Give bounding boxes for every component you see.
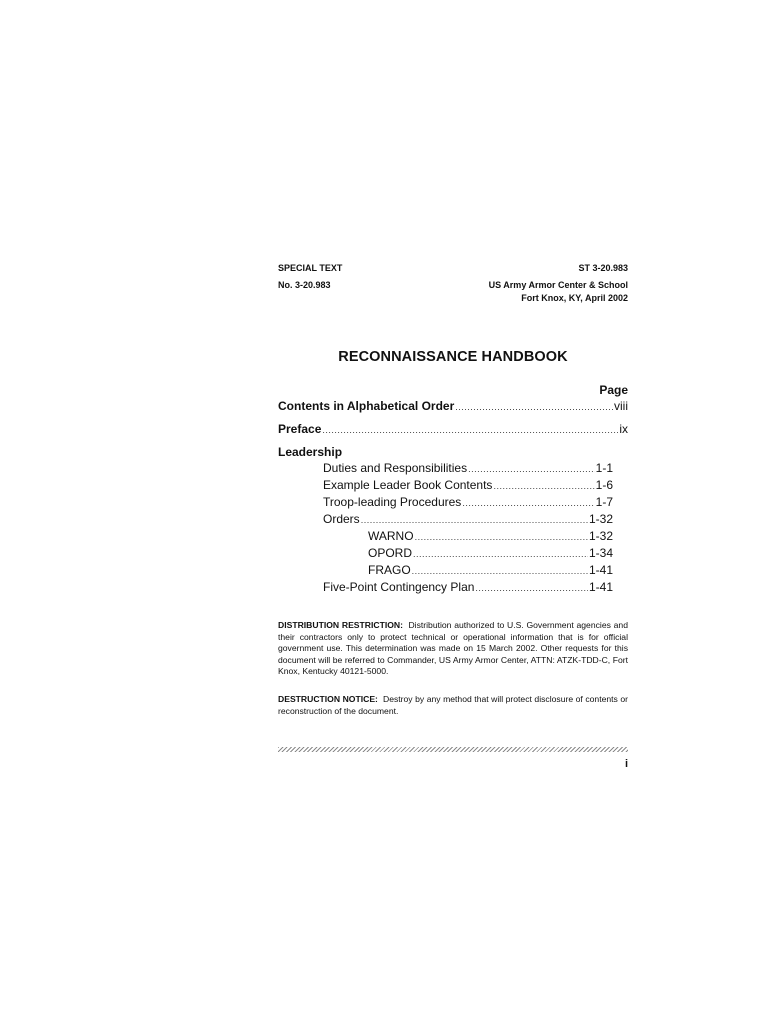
destruction-notice-text: Destroy by any method that will protect disclosure of contents or reconstruction of the document.	[278, 693, 628, 716]
distribution-restriction-label: DISTRIBUTION RESTRICTION:	[278, 620, 403, 630]
toc-leader-dots	[361, 512, 588, 528]
issuing-organization	[489, 279, 628, 305]
issuing-organization-name: US Army Armor Center & School	[488, 280, 628, 290]
toc-entry-label: Example Leader Book Contents	[323, 478, 493, 492]
toc-leader-dots	[412, 563, 588, 579]
toc-heading-leadership: Leadership	[278, 445, 343, 459]
document-number: No. 3-20.983	[278, 280, 331, 290]
page-number: i	[624, 758, 628, 771]
toc-entry-page: 1-34	[588, 546, 613, 560]
toc-leader-dots	[413, 546, 588, 562]
document-header	[278, 262, 628, 305]
toc-entry-label: Troop-leading Procedures	[323, 495, 462, 509]
header-row-1	[278, 262, 628, 275]
toc-leader-dots	[493, 478, 594, 494]
toc-entry-opord[interactable]	[278, 545, 613, 562]
toc-entry-contingency-plan[interactable]	[278, 579, 613, 596]
document-number-code: ST 3-20.983	[578, 263, 628, 273]
toc-entry-page: 1-6	[595, 478, 613, 492]
toc-entry-page: viii	[614, 399, 628, 413]
toc-leader-dots	[462, 495, 594, 511]
toc-entry-label: Preface	[278, 422, 322, 436]
toc-leader-dots	[455, 399, 613, 415]
toc-leader-dots	[468, 461, 595, 477]
toc-entry-page: 1-41	[588, 580, 613, 594]
toc-entry-page: 1-7	[595, 495, 613, 509]
toc-leader-dots	[322, 422, 618, 438]
toc-entry-label: Five-Point Contingency Plan	[323, 580, 475, 594]
distribution-restriction-text: Distribution authorized to U.S. Government agencies and their contractors only to protect technical or operational information that is for official government use. This determination was made on 15 March 2002. Other requests for this document will be referred to Commander, US Army Armor Center, ATTN: ATZK-TDD-C, Fort Knox, Kentucky 40121-5000.	[278, 620, 628, 677]
footer-hatched-rule	[278, 747, 628, 752]
toc-entry-page: 1-41	[588, 563, 613, 577]
toc-entry-label: FRAGO	[368, 563, 411, 577]
distribution-restriction	[278, 620, 628, 678]
toc-entry-leader-book[interactable]	[278, 477, 613, 494]
toc-entry-label: Orders	[323, 512, 360, 526]
toc-leader-dots	[475, 580, 588, 596]
toc-entry-troop-leading[interactable]	[278, 494, 613, 511]
toc-entry-orders[interactable]	[278, 511, 613, 528]
toc-entry-warno[interactable]	[278, 528, 613, 545]
toc-entry-page: 1-32	[588, 529, 613, 543]
destruction-notice	[278, 694, 628, 717]
toc-entry-label: WARNO	[368, 529, 414, 543]
toc-entry-page: 1-1	[595, 461, 613, 475]
toc-entry-duties[interactable]	[278, 460, 613, 477]
table-of-contents	[278, 398, 628, 596]
toc-entry-label: Duties and Responsibilities	[323, 461, 468, 475]
issuing-location-date: Fort Knox, KY, April 2002	[521, 293, 628, 303]
toc-entry-page: 1-32	[588, 512, 613, 526]
toc-entry-label: OPORD	[368, 546, 413, 560]
destruction-notice-label: DESTRUCTION NOTICE:	[278, 693, 378, 704]
document-page	[278, 262, 628, 770]
header-row-2	[278, 279, 628, 305]
special-text-label: SPECIAL TEXT	[278, 263, 343, 273]
document-title: RECONNAISSANCE HANDBOOK	[338, 349, 568, 365]
toc-entry-label: Contents in Alphabetical Order	[278, 399, 455, 413]
toc-entry-preface[interactable]	[278, 421, 628, 438]
toc-page-column-label: Page	[599, 383, 628, 397]
toc-leader-dots	[415, 529, 588, 545]
toc-entry-contents-alphabetical[interactable]	[278, 398, 628, 415]
toc-entry-frago[interactable]	[278, 562, 613, 579]
toc-entry-page: ix	[619, 422, 628, 436]
